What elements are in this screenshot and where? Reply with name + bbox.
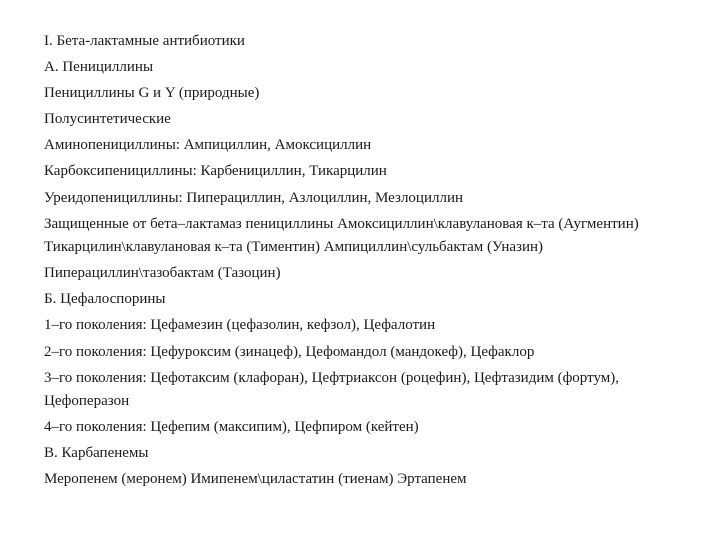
text-content — [44, 30, 684, 495]
heading-cephalosporins: Б. Цефалоспорины — [44, 291, 166, 308]
line-aminopenicillins: Аминопенициллины: Ампициллин, Амоксициллин — [44, 137, 372, 154]
line-ureidopenicillins: Уреидопенициллины: Пиперациллин, Азлоциллин, Мезлоциллин — [44, 189, 464, 206]
line-semisynthetic: Полусинтетические — [44, 111, 171, 128]
line-carbapenem-drugs: Меропенем (меронем) Имипенем\циластатин (тиенам) Эртапенем — [44, 471, 467, 488]
line-piperacillin-tazobactam: Пиперациллин\тазобактам (Тазоцин) — [44, 265, 281, 282]
line-fourth-generation: 4–го поколения: Цефепим (максипим), Цефпиром (кейтен) — [44, 419, 419, 436]
line-first-generation: 1–го поколения: Цефамезин (цефазолин, кефзол), Цефалотин — [44, 317, 436, 334]
heading-beta-lactam: I. Бета-лактамные антибиотики — [44, 33, 245, 49]
heading-carbapenems: В. Карбапенемы — [44, 445, 149, 462]
line-natural-penicillins: Пенициллины G и Y (природные) — [44, 85, 260, 102]
line-second-generation: 2–го поколения: Цефуроксим (зинацеф), Цефомандол (мандокеф), Цефаклор — [44, 343, 535, 360]
line-carboxypenicillins: Карбоксипенициллины: Карбенициллин, Тикарцилин — [44, 163, 387, 180]
line-third-generation: 3–го поколения: Цефотаксим (клафоран), Цефтриаксон (роцефин), Цефтазидим (фортум), Цефоперазон — [44, 369, 620, 410]
line-protected-penicillins: Защищенные от бета–лактамаз пенициллины Амоксициллин\клавулановая к–та (Аугментин) Тикарцилин\клавулановая к–та (Тиментин) Ампициллин\сульбактам (Уназин) — [44, 215, 639, 256]
heading-penicillins: А. Пенициллины — [44, 59, 154, 76]
